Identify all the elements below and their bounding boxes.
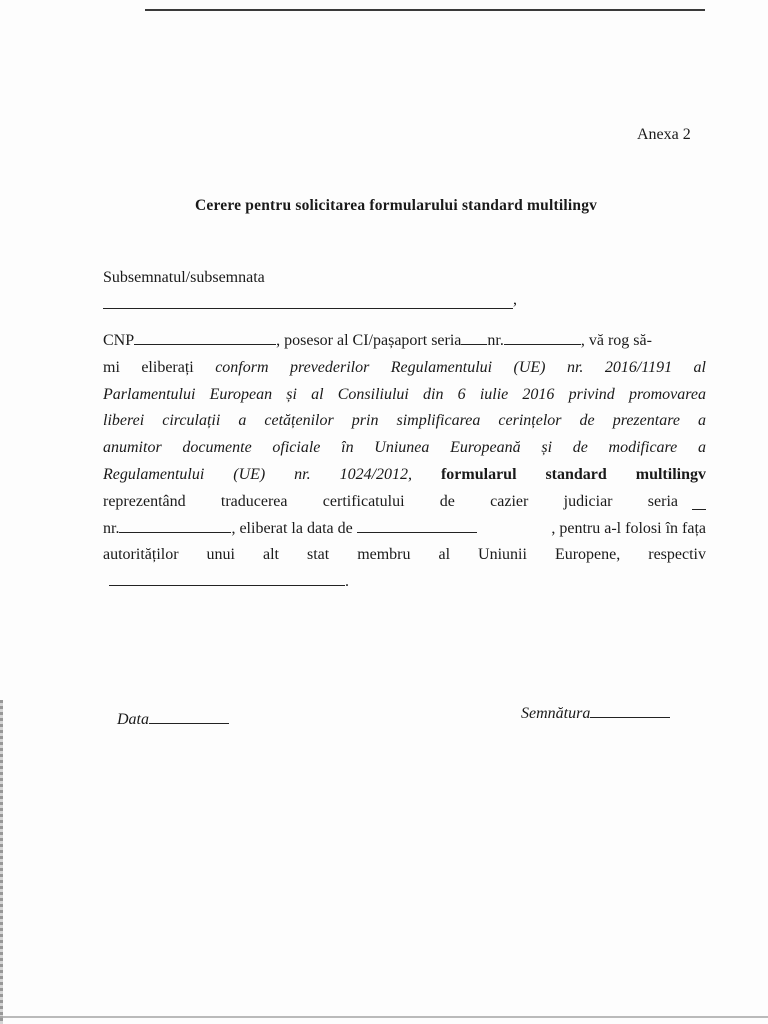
body-line-9 xyxy=(103,542,706,569)
body-line-8 xyxy=(103,516,706,543)
body-line-2 xyxy=(103,355,706,382)
name-line-comma: , xyxy=(513,291,517,308)
applicant-name-blank[interactable] xyxy=(103,286,513,309)
id-series-blank[interactable] xyxy=(461,330,487,345)
date-blank[interactable] xyxy=(149,709,229,724)
signature-label: Semnătura xyxy=(521,705,591,722)
id-number-blank[interactable] xyxy=(504,330,581,345)
id-series-label: , posesor al CI/pașaport seria xyxy=(276,332,462,349)
regulation-reference: liberei circulații a cetățenilor prin simplificarea cerințelor de prezentare a xyxy=(103,412,706,430)
applicant-label: Subsemnatul/subsemnata xyxy=(103,269,265,286)
cnp-label: CNP xyxy=(103,332,135,349)
regulation-reference: anumitor documente oficiale în Uniunea Europeană și de modificare a xyxy=(103,439,706,457)
body-line-4 xyxy=(103,408,706,435)
date-field[interactable] xyxy=(117,709,229,729)
scan-edge-left xyxy=(0,700,3,1024)
record-number-blank[interactable] xyxy=(119,518,231,533)
id-number-label: nr. xyxy=(487,332,504,349)
issue-date-label: , eliberat la data de xyxy=(231,519,353,537)
body-line-3 xyxy=(103,382,706,409)
final-period: . xyxy=(345,573,349,591)
body-line-10 xyxy=(103,569,706,596)
regulation-reference: Parlamentului European și al Consiliului din 6 iulie 2016 privind promovarea xyxy=(103,385,706,403)
issue-date-blank[interactable] xyxy=(357,518,477,533)
applicant-name-field[interactable] xyxy=(103,286,517,309)
form-name: formularul standard multilingv xyxy=(440,465,706,483)
annex-label: Anexa 2 xyxy=(637,126,691,143)
signature-field[interactable] xyxy=(521,703,670,723)
body-text: mi eliberați xyxy=(103,358,216,376)
record-series-blank[interactable] xyxy=(692,495,706,510)
body-line-1 xyxy=(103,328,706,355)
record-number-label: nr. xyxy=(103,519,120,537)
date-label: Data xyxy=(117,711,149,728)
cnp-blank[interactable] xyxy=(134,330,276,345)
body-line-7 xyxy=(103,489,706,516)
request-body xyxy=(103,328,706,596)
record-certificate-text: reprezentând traducerea certificatului de cazier judiciar seria xyxy=(103,492,678,510)
record-number-group xyxy=(103,516,477,543)
authorities-text: autorităților unui alt stat membru al Uniunii Europene, respectiv xyxy=(103,546,706,564)
scan-edge-bottom xyxy=(0,1016,768,1018)
regulation-reference: Regulamentului (UE) nr. 1024/2012, xyxy=(103,465,441,483)
member-state-blank[interactable] xyxy=(109,571,345,586)
purpose-text: , pentru a-l folosi în fața xyxy=(551,519,706,537)
document-title: Cerere pentru solicitarea formularului standard multilingv xyxy=(195,197,598,214)
body-line-5 xyxy=(103,435,706,462)
signature-blank[interactable] xyxy=(590,703,670,718)
body-line-6 xyxy=(103,462,706,489)
regulation-reference: conform prevederilor Regulamentului (UE) nr. 2016/1191 al xyxy=(215,358,706,376)
request-text-start: , vă rog să- xyxy=(580,332,652,349)
scan-edge-top xyxy=(145,9,705,11)
